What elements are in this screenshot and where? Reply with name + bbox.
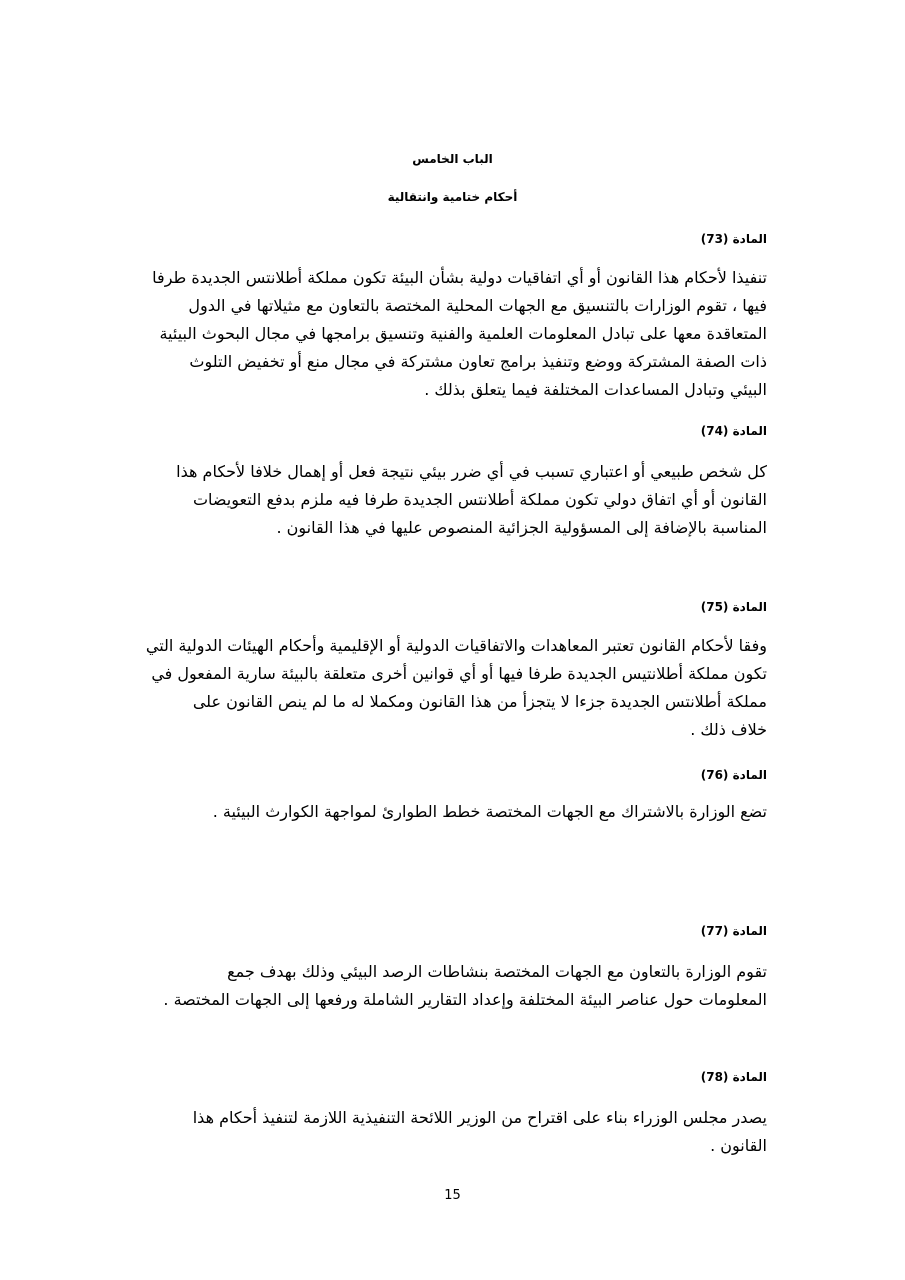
article-line: مملكة أطلانتس الجديدة جزءا لا يتجزأ من هذا القانون ومكملا له ما لم ينص القانون على: [192, 692, 767, 711]
page-number: 15: [444, 1188, 461, 1203]
article-body: [135, 798, 767, 826]
article-body: [135, 458, 767, 542]
article-line: القانون أو أي اتفاق دولي تكون مملكة أطلانتس الجديدة طرفا فيه ملزم بدفع التعويضات: [192, 490, 767, 509]
article-title: المادة (73): [700, 232, 767, 246]
article-line: القانون .: [710, 1136, 767, 1155]
article-line: المناسبة بالإضافة إلى المسؤولية الجزائية المنصوص عليها في هذا القانون .: [276, 518, 767, 537]
article-title: المادة (77): [700, 924, 767, 938]
article-line: خلاف ذلك .: [690, 720, 767, 739]
article-body: [135, 1104, 767, 1160]
article-line: المتعاقدة معها على تبادل المعلومات العلمية والفنية وتنسيق برامجها في مجال البحوث البيئية: [159, 324, 767, 343]
article-line: المعلومات حول عناصر البيئة المختلفة وإعداد التقارير الشاملة ورفعها إلى الجهات المختصة .: [163, 990, 767, 1009]
article-line: البيئي وتبادل المساعدات المختلفة فيما يتعلق بذلك .: [424, 380, 767, 399]
part-title: الباب الخامس: [412, 152, 493, 166]
article-line: تقوم الوزارة بالتعاون مع الجهات المختصة بنشاطات الرصد البيئي وذلك بهدف جمع: [227, 962, 767, 981]
article-line: تكون مملكة أطلانتيس الجديدة طرفا فيها أو أي قوانين أخرى متعلقة بالبيئة سارية المفعول في: [151, 664, 767, 683]
part-subtitle: أحكام ختامية وانتقالية: [387, 190, 518, 204]
article-line: كل شخص طبيعي أو اعتباري تسبب في أي ضرر بيئي نتيجة فعل أو إهمال خلافا لأحكام هذا: [176, 462, 767, 481]
article-title: المادة (76): [700, 768, 767, 782]
article-body: [135, 958, 767, 1014]
article-title: المادة (74): [700, 424, 767, 438]
article-body: [135, 632, 767, 744]
article-line: ذات الصفة المشتركة ووضع وتنفيذ برامج تعاون مشتركة في مجال منع أو تخفيض التلوث: [189, 352, 767, 371]
article-title: المادة (75): [700, 600, 767, 614]
article-line: فيها ، تقوم الوزارات بالتنسيق مع الجهات المحلية المختصة بالتعاون مع مثيلاتها في الدول: [188, 296, 767, 315]
article-line: تضع الوزارة بالاشتراك مع الجهات المختصة خطط الطوارئ لمواجهة الكوارث البيئية .: [212, 802, 767, 821]
article-line: وفقا لأحكام القانون تعتبر المعاهدات والاتفاقيات الدولية أو الإقليمية وأحكام الهيئات الدولية التي: [145, 636, 767, 655]
article-line: تنفيذا لأحكام هذا القانون أو أي اتفاقيات دولية بشأن البيئة تكون مملكة أطلانتس الجديدة طرفا: [152, 268, 767, 287]
article-body: [135, 264, 767, 404]
article-line: يصدر مجلس الوزراء بناء على اقتراح من الوزير اللائحة التنفيذية اللازمة لتنفيذ أحكام هذا: [192, 1108, 767, 1127]
article-title: المادة (78): [700, 1070, 767, 1084]
